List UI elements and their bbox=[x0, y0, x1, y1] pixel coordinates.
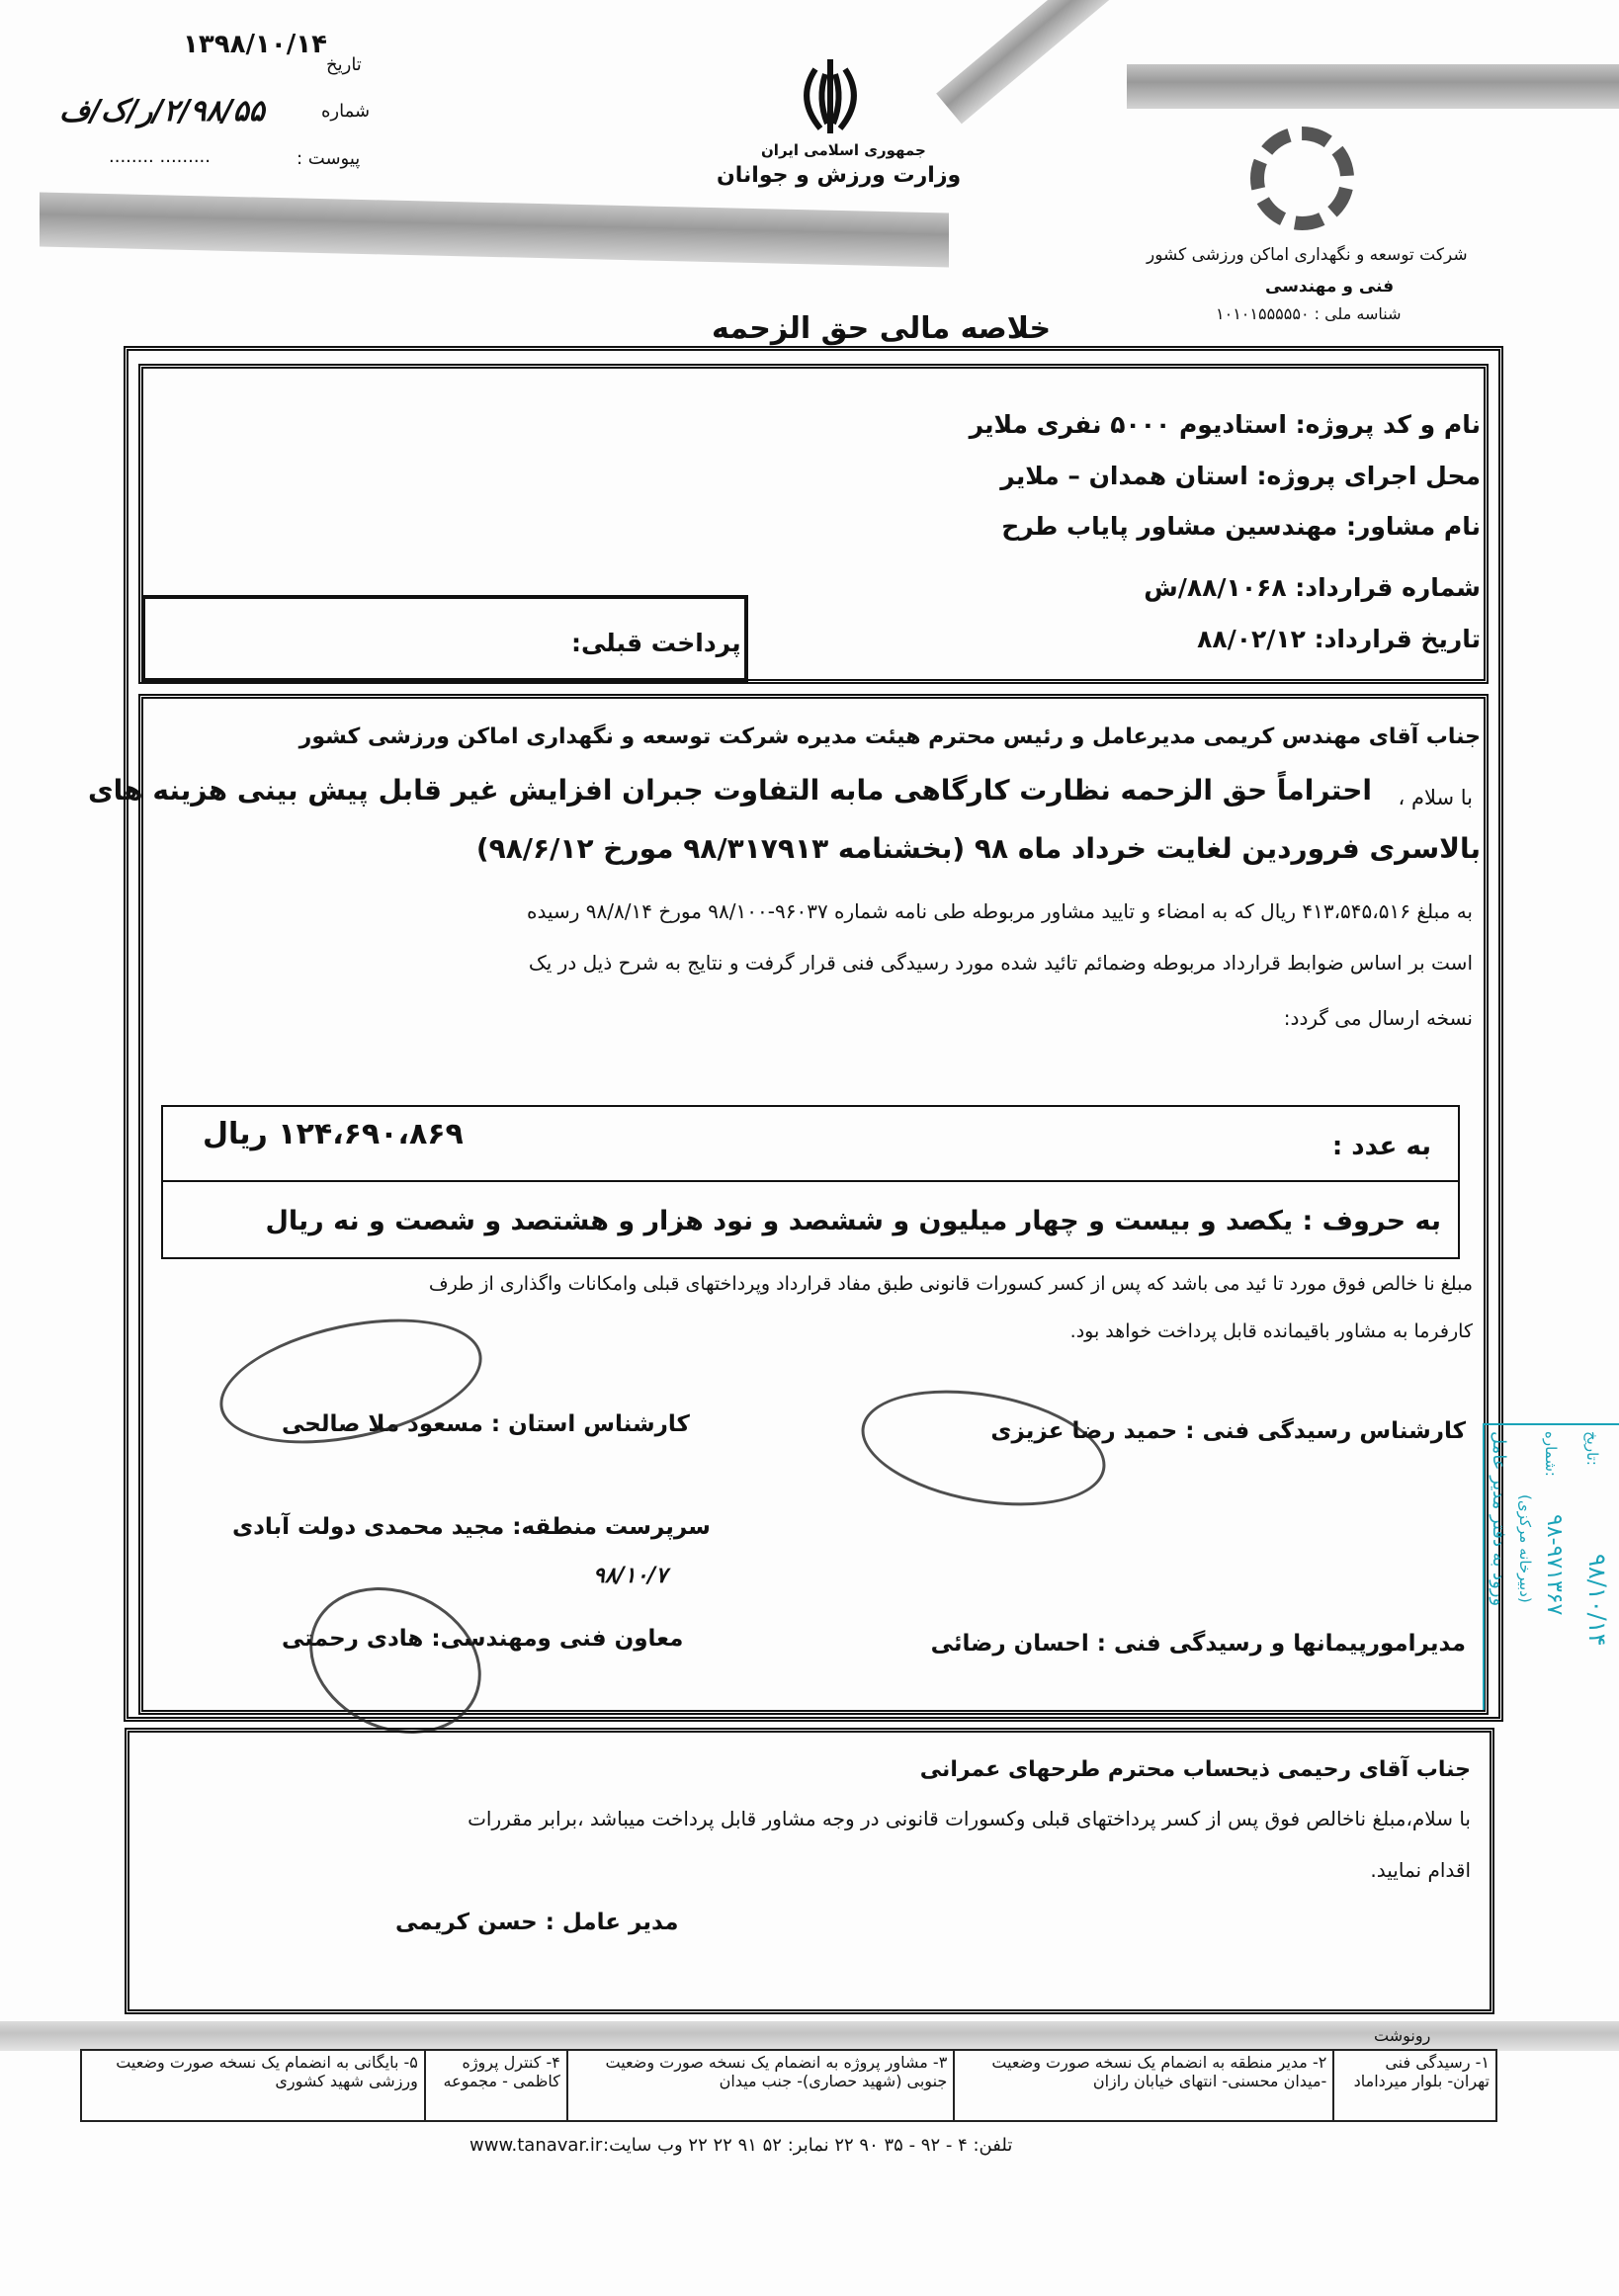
regional-supervisor-signature-line: سرپرست منطقه: مجید محمدی دولت آبادی bbox=[232, 1514, 711, 1540]
national-id: شناسه ملی : ۱۰۱۰۱۵۵۵۵۵۰ bbox=[1216, 304, 1402, 323]
company-name: شرکت توسعه و نگهداری اماکن ورزشی کشور bbox=[1147, 245, 1468, 265]
provincial-expert-signature-line: کارشناس استان : مسعود ملا صالحی bbox=[282, 1411, 690, 1437]
cc-table bbox=[80, 2049, 1497, 2122]
cc-cell: ۱- رسیدگی فنی تهران- بلوار میرداماد bbox=[1333, 2050, 1496, 2121]
letter-number: ۲/۹۸/۵۵/ر/ک/ف bbox=[59, 94, 265, 128]
company-logo-icon bbox=[1250, 127, 1354, 230]
cc-label: رونوشت bbox=[1374, 2026, 1431, 2045]
receipt-stamp bbox=[1483, 1423, 1619, 1710]
footer-contact: تلفن: ۴ - ۹۲ - ۳۵ ۹۰ ۲۲ نمابر: ۵۲ ۹۱ ۲۲ ۲۲ وب سایت: bbox=[603, 2135, 1013, 2156]
ceo-signature-line: مدیر عامل : حسن کریمی bbox=[395, 1910, 679, 1935]
note-line-2: کارفرما به مشاور باقیمانده قابل پرداخت خواهد بود. bbox=[1069, 1320, 1473, 1342]
stamp-subtitle: (دبیرخانه مرکزی) bbox=[1516, 1494, 1534, 1603]
letter-addressee: جناب آقای مهندس کریمی مدیرعامل و رئیس محترم هیئت مدیره شرکت توسعه و نگهداری اماکن ورزشی کشور bbox=[298, 724, 1481, 749]
contract-number: شماره قرارداد: ۸۸/۱۰۶۸/ش bbox=[1144, 573, 1481, 602]
number-label: شماره bbox=[321, 101, 371, 122]
department-name: فنی و مهندسی bbox=[1265, 277, 1395, 297]
stamp-number-label: شماره: bbox=[1542, 1431, 1560, 1477]
previous-payment-label: پرداخت قبلی: bbox=[571, 629, 741, 657]
letter-line-1: احتراماً حق الزحمه نظارت کارگاهی مابه التفاوت جبران افزایش غیر قابل پیش بینی هزینه های bbox=[88, 774, 1372, 807]
letter-line-4: است بر اساس ضوابط قرارداد مربوطه وضمائم تائید شده مورد رسیدگی فنی قرار گرفت و نتایج به شرح ذیل در یک bbox=[528, 951, 1473, 975]
attachment-value: ......... ........ bbox=[109, 146, 211, 167]
order-line-1: با سلام،مبلغ ناخالص فوق پس از کسر پرداختهای قبلی وکسورات قانونی در وجه مشاور قابل پرداخت میباشد ،برابر مقررات bbox=[468, 1807, 1471, 1830]
cc-cell: ۴- کنترل پروژه کاظمی - مجموعه bbox=[425, 2050, 567, 2121]
consultant-name: نام مشاور: مهندسین مشاور پایاب طرح bbox=[1001, 512, 1481, 541]
amount-digits: ۱۲۴،۶۹۰،۸۶۹ ریال bbox=[203, 1117, 464, 1151]
order-line-2: اقدام نمایید. bbox=[1370, 1858, 1471, 1882]
letter-greeting: با سلام ، bbox=[1398, 786, 1473, 809]
project-name: نام و کد پروژه: استادیوم ۵۰۰۰ نفری ملایر bbox=[969, 410, 1481, 439]
contracts-manager-signature-line: مدیرامورپیمانها و رسیدگی فنی : احسان رضائی bbox=[930, 1631, 1466, 1657]
note-line-1: مبلغ نا خالص فوق مورد تا ئید می باشد که پس از کسر کسورات قانونی طبق مفاد قرارداد وپرداختهای قبلی وامکانات واگذاری از طرف bbox=[428, 1273, 1473, 1295]
cc-cell: ۵- بایگانی به انضمام یک نسخه صورت وضعیت ورزشی شهید کشوری bbox=[81, 2050, 425, 2121]
stamp-number: ۹۸-۹۷۱۳۶۷ bbox=[1542, 1514, 1567, 1616]
reviewer-signature-line: کارشناس رسیدگی فنی : حمید رضا عزیزی bbox=[990, 1418, 1466, 1444]
date-label: تاریخ bbox=[326, 54, 362, 75]
amount-words: به حروف : یکصد و بیست و چهار میلیون و ششصد و نود هزار و هشتصد و شصت و نه ریال bbox=[265, 1206, 1441, 1236]
page-title: خلاصه مالی حق الزحمه bbox=[712, 311, 1052, 346]
stamp-title: ورود به دفتر مدیر عامل bbox=[1489, 1431, 1509, 1607]
ministry-name: وزارت ورزش و جوانان bbox=[717, 163, 962, 188]
amount-digits-label: به عدد : bbox=[1331, 1132, 1431, 1161]
letter-line-5: نسخه ارسال می گردد: bbox=[1283, 1006, 1473, 1030]
letter-date: ۱۳۹۸/۱۰/۱۴ bbox=[183, 30, 327, 59]
contract-date: تاریخ قرارداد: ۸۸/۰۲/۱۲ bbox=[1197, 625, 1481, 653]
emblem-caption: جمهوری اسلامی ایران bbox=[761, 141, 926, 159]
project-location: محل اجرای پروژه: استان همدان – ملایر bbox=[1000, 462, 1481, 490]
iran-emblem-icon bbox=[796, 54, 865, 138]
deputy-signature-line: معاون فنی ومهندسی: هادی رحمتی bbox=[282, 1626, 684, 1652]
order-addressee: جناب آقای رحیمی ذیحساب محترم طرحهای عمرانی bbox=[919, 1757, 1471, 1782]
cc-cell: ۳- مشاور پروژه به انضمام یک نسخه صورت وضعیت جنوبی (شهید حصاری)- جنب میدان bbox=[567, 2050, 954, 2121]
attachment-label: پیوست : bbox=[297, 148, 361, 169]
stamp-date-label: تاریخ: bbox=[1583, 1431, 1601, 1466]
stamp-date: ۹۸/۱۰/۱۴ bbox=[1583, 1554, 1611, 1647]
footer-website[interactable]: www.tanavar.ir bbox=[469, 2135, 603, 2156]
letter-line-3: به مبلغ ۴۱۳،۵۴۵،۵۱۶ ریال که به امضاء و تایید مشاور مربوطه طی نامه شماره ۹۶۰۳۷-۹۸/۱۰۰ مورخ ۹۸/۸/۱۴ رسیده bbox=[526, 899, 1473, 923]
handwritten-date: ۹۸/۱۰/۷ bbox=[593, 1564, 668, 1588]
letter-line-2: بالاسری فروردین لغایت خرداد ماه ۹۸ (بخشنامه ۹۸/۳۱۷۹۱۳ مورخ ۹۸/۶/۱۲) bbox=[475, 832, 1481, 865]
cc-cell: ۲- مدیر منطقه به انضمام یک نسخه صورت وضعیت -میدان محسنی- انتهای خیابان رازان bbox=[954, 2050, 1333, 2121]
